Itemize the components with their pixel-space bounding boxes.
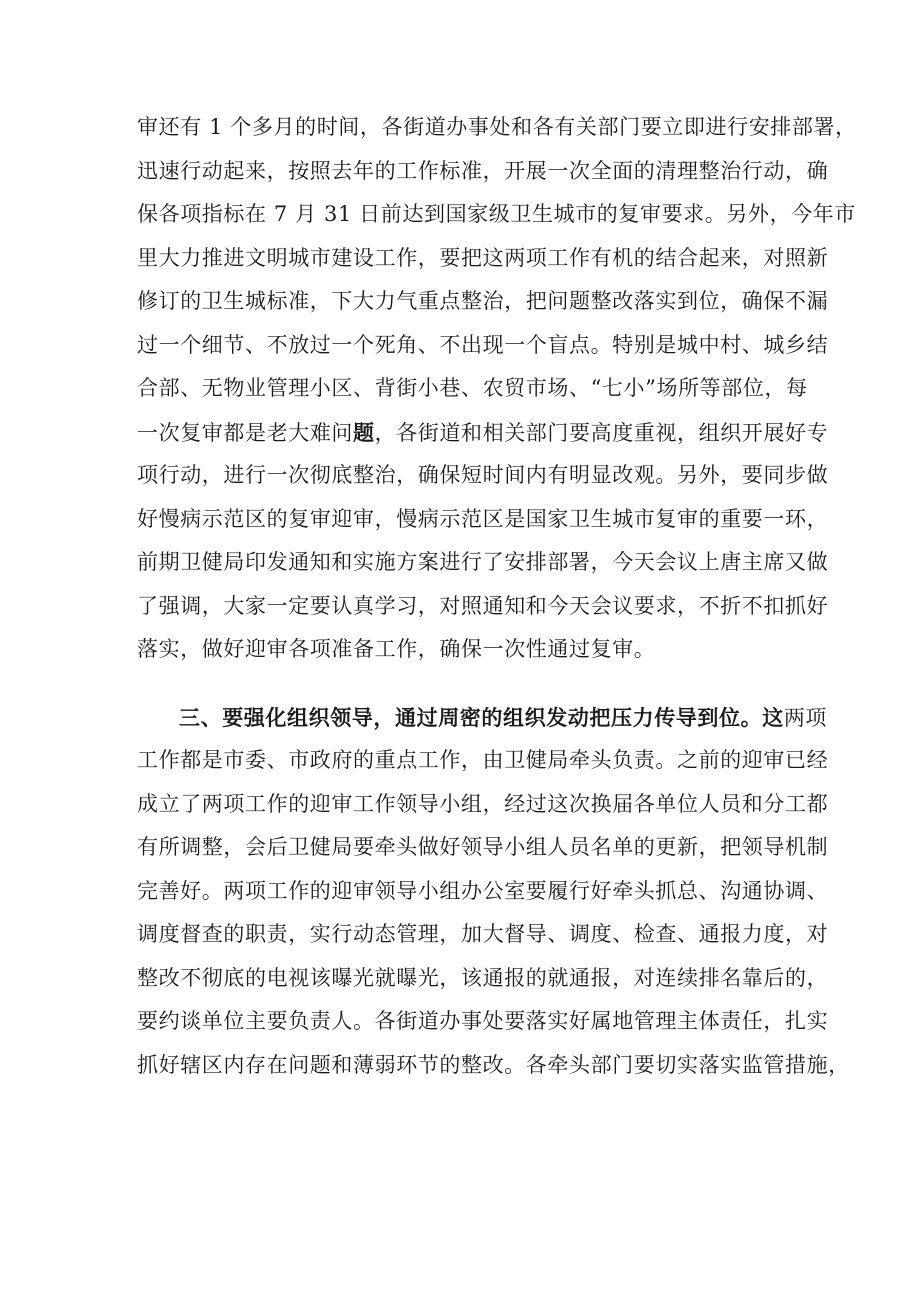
text-line: 迅速行动起来，按照去年的工作标准，开展一次全面的清理整治行动，确 (137, 158, 829, 183)
text-line: 项行动，进行一次彻底整治，确保短时间内有明显改观。另外，要同步做 (137, 463, 829, 487)
text-line: 调度督查的职责，实行动态管理，加大督导、调度、检查、通报力度，对 (137, 922, 829, 946)
text-line: 成立了两项工作的迎审工作领导小组，经过这次换届各单位人员和分工都 (137, 791, 829, 816)
text-line: 了强调，大家一定要认真学习，对照通知和今天会议要求，不折不扣抓好 (137, 593, 829, 618)
text-line: 要约谈单位主要负责人。各街道办事处要落实好属地管理主体责任，扎实 (137, 1009, 829, 1033)
bold-text-segment: 题 (353, 419, 375, 445)
text-line (137, 411, 829, 455)
section-heading: 三、要强化组织领导，通过周密的组织发动把压力传导到位。这 (179, 704, 784, 730)
text-line: 完善好。两项工作的迎审领导小组办公室要履行好牵头抓总、沟通协调、 (137, 878, 829, 903)
text-line: 抓好辖区内存在问题和薄弱环节的整改。各牵头部门要切实落实监管措施， (137, 1052, 850, 1077)
document-body (137, 106, 857, 1087)
text-line: 前期卫健局印发通知和实施方案进行了安排部署，今天会议上唐主席又做 (137, 550, 829, 574)
text-line: 有所调整，会后卫健局要牵头做好领导小组人员名单的更新，把领导机制 (137, 835, 829, 859)
text-line: 工作都是市委、市政府的重点工作，由卫健局牵头负责。之前的迎审已经 (137, 748, 829, 772)
text-line: 审还有 1 个多月的时间，各街道办事处和各有关部门要立即进行安排部署， (137, 115, 857, 139)
text-line: 保各项指标在 7 月 31 日前达到国家级卫生城市的复审要求。另外，今年市 (137, 202, 856, 226)
paragraph-spacer (137, 672, 803, 696)
text-line: 合部、无物业管理小区、背街小巷、农贸市场、“七小”场所等部位，每 (137, 376, 808, 400)
text-line: 修订的卫生城标准，下大力气重点整治，把问题整改落实到位，确保不漏 (137, 289, 829, 313)
text-line: 好慢病示范区的复审迎审，慢病示范区是国家卫生城市复审的重要一环， (137, 506, 829, 531)
text-segment: 一次复审都是老大难问 (137, 420, 353, 445)
section-heading-line (137, 696, 828, 740)
text-line: 里大力推进文明城市建设工作，要把这两项工作有机的结合起来，对照新 (137, 245, 829, 270)
text-line: 整改不彻底的电视该曝光就曝光，该通报的就通报，对连续排名靠后的， (137, 965, 829, 990)
text-segment: ，各街道和相关部门要高度重视，组织开展好专 (374, 420, 829, 445)
text-segment: 两项 (783, 705, 828, 730)
paragraph-1 (137, 106, 857, 672)
text-line: 落实，做好迎审各项准备工作，确保一次性通过复审。 (137, 637, 656, 661)
text-line: 过一个细节、不放过一个死角、不出现一个盲点。特别是城中村、城乡结 (137, 332, 829, 357)
paragraph-2 (137, 696, 850, 1088)
